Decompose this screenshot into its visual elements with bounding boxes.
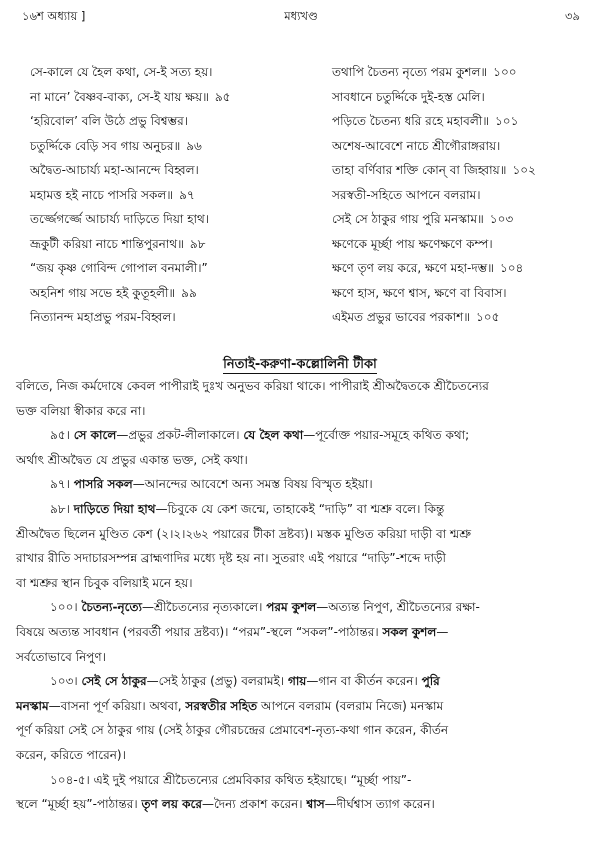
commentary-text: —দীর্ঘশ্বাস ত্যাগ করেন। — [324, 797, 435, 812]
commentary-line — [16, 571, 582, 596]
commentary-text: ১০৪-৫। এই দুই পয়ারে শ্রীচৈতন্যের প্রেমবিকার কথিত হইয়াছে। “মূর্চ্ছা পায়”- — [50, 772, 412, 787]
commentary-text: বলিতে, নিজ কর্মদোষে কেবল পাপীরাই দুঃখ অনুভব করিয়া থাকে। পাপীরাই শ্রীঅদ্বৈতকে শ্রীচৈতন্যের — [16, 379, 489, 393]
verse-text: সে-কালে যে হৈল কথা, সে-ই সত্য হয়। — [30, 65, 213, 79]
page-number: ৩৯ — [565, 9, 580, 23]
commentary-line — [16, 768, 582, 793]
commentary-text: ১০০। — [50, 600, 82, 615]
verse-text: চতুর্দ্দিকে বেড়ি সব গায় অনুচর॥ — [30, 138, 181, 153]
verse-number: ১০৪ — [499, 261, 524, 275]
verse-text: সেই সে ঠাকুর গায় পুরি মনস্কাম॥ — [332, 212, 484, 226]
commentary-text: রাখার রীতি সদাচারসম্পন্ন ব্রাহ্মণাদির মধ্যে দৃষ্ট হয় না। সুতরাং এই পয়ারে “দাড়ি”-শব্দে দাড়ী — [16, 551, 446, 566]
verse-text: ক্ষণে তৃণ লয় করে, ক্ষণে মহা-দম্ভ॥ — [332, 261, 494, 275]
verse-text: এইমত প্রভুর ভাবের পরকাশ॥ — [332, 310, 471, 324]
verse-number: ১০২ — [512, 163, 536, 177]
verse-text: তাহা বর্ণিবার শক্তি কোন্ বা জিহ্বায়॥ — [332, 163, 507, 177]
commentary-text: করেন, করিতে পারেন)। — [16, 747, 126, 762]
verse-line — [332, 60, 582, 85]
verse-line — [30, 183, 302, 208]
commentary-text: পূর্ণ করিয়া সেই সে ঠাকুর গায় (সেই ঠাকুর গৌরচন্দ্রের প্রেমাবেশ-নৃত্য-কথা গান করেন, কীর্তন — [16, 723, 449, 738]
verse-line — [30, 256, 302, 281]
commentary-line — [16, 472, 582, 497]
commentary-text: বা শ্মশ্রুর স্থান চিবুক বলিয়াই মনে হয়। — [16, 575, 193, 590]
commentary-text: ১০৩। — [50, 674, 82, 689]
commentary-text: — — [436, 624, 449, 639]
verse-line — [30, 207, 302, 232]
commentary-line — [16, 718, 582, 743]
commentary-keyword: সে কালে — [73, 428, 117, 443]
commentary-line — [16, 374, 582, 399]
verse-text: সরস্বতী-সহিতে আপনে বলরাম। — [332, 187, 481, 202]
commentary-text: বিষয়ে অত্যন্ত সাবধান (পরবর্তী পয়ার দ্রষ্টব্য)। “পরম”-স্থলে “সকল”-পাঠান্তর। — [16, 624, 383, 639]
verse-line — [332, 109, 582, 134]
commentary-text: আপনে বলরাম (বলরাম নিজে) মনস্কাম — [257, 698, 444, 713]
commentary-keyword: পাসরি সকল — [73, 477, 133, 492]
commentary-line — [16, 522, 582, 547]
verse-text: পড়িতে চৈতন্য ধরি রহে মহাবলী॥ — [332, 114, 489, 128]
commentary-line — [16, 694, 582, 719]
commentary-line — [16, 620, 582, 645]
verse-line — [332, 281, 582, 306]
verse-number: ১০০ — [493, 65, 517, 79]
commentary-line — [16, 546, 582, 571]
commentary-line — [16, 399, 582, 424]
commentary-text: —শ্রীচৈতন্যের নৃত্যকালে। — [141, 600, 267, 615]
commentary-line — [16, 669, 582, 694]
commentary-keyword: দাড়িতে দিয়া হাথ — [73, 501, 156, 516]
verse-number: ৯৫ — [214, 89, 231, 104]
commentary-keyword: মনস্কাম — [16, 698, 49, 713]
page-header — [22, 8, 580, 30]
verse-text: তথাপি চৈতন্য নৃত্যে পরম কুশল॥ — [332, 65, 488, 79]
verse-line — [332, 232, 582, 257]
verse-text: ক্ষণেকে মূর্চ্ছা পায় ক্ষণেক্ষণে কম্প। — [332, 236, 493, 251]
verse-text: না মানে’ বৈষ্ণব-বাক্য, সে-ই যায় ক্ষয়॥ — [30, 89, 209, 104]
verse-line — [30, 109, 302, 134]
verse-number: ১০১ — [494, 114, 519, 128]
verse-line — [332, 207, 582, 232]
commentary-text: শ্রীঅদ্বৈত ছিলেন মুণ্ডিত কেশ (২।২।২৬২ পয়ারের টীকা দ্রষ্টব্য)। মস্তক মুণ্ডিত করিয়া দাড়ী বা শ্মশ্রু — [16, 526, 472, 541]
verse-line — [30, 305, 302, 330]
commentary-title-text: নিতাই-করুণা-কল্লোলিনী টীকা — [223, 357, 377, 372]
commentary-line — [16, 497, 582, 522]
verse-number: ১০৫ — [476, 310, 500, 324]
commentary-keyword: পুরি — [421, 674, 440, 689]
verse-text: ক্ষণে হাস, ক্ষণে শ্বাস, ক্ষণে বা বিবাস। — [332, 285, 507, 300]
verse-line — [332, 256, 582, 281]
verse-text: সাবধানে চতুর্দ্দিকে দুই-হস্ত মেলি। — [332, 89, 485, 104]
verse-number: ১০৩ — [489, 212, 514, 226]
verse-line — [332, 134, 582, 159]
commentary-text: —আনন্দের আবেশে অন্য সমস্ত বিষয় বিস্মৃত হইয়া। — [132, 477, 373, 492]
commentary-keyword: সেই সে ঠাকুর — [81, 674, 147, 689]
verse-number: ৯৭ — [179, 187, 195, 202]
commentary-line — [16, 743, 582, 768]
verse-column-right — [332, 60, 582, 330]
verse-text: মহামত্ত হই নাচে পাসরি সকল॥ — [30, 187, 174, 202]
verse-line — [332, 158, 582, 183]
commentary-keyword: সরস্বতীর সহিত — [185, 698, 258, 713]
chapter-label: ১৬শ অধ্যায় ] — [22, 9, 86, 23]
commentary-text: স্থলে “মূর্চ্ছা হয়”-পাঠান্তর। — [16, 797, 142, 812]
verse-number: ৯৯ — [181, 285, 197, 300]
verse-line — [30, 281, 302, 306]
verse-line — [332, 305, 582, 330]
verse-line — [30, 60, 302, 85]
commentary-keyword: পরম কুশল — [266, 600, 317, 615]
commentary-body — [16, 374, 582, 817]
commentary-line — [16, 645, 582, 670]
verse-line — [30, 158, 302, 183]
commentary-keyword: সকল কুশল — [382, 624, 437, 639]
commentary-line — [16, 448, 582, 473]
verse-line — [30, 134, 302, 159]
commentary-text: অর্থাৎ শ্রীঅদ্বৈত যে প্রভুর একান্ত ভক্ত, সেই কথা। — [16, 452, 248, 467]
verse-line — [332, 85, 582, 110]
verse-line — [30, 85, 302, 110]
commentary-text: —দৈন্য প্রকাশ করেন। — [201, 797, 307, 812]
commentary-text: —সেই ঠাকুর (প্রভু) বলরামই। — [146, 674, 288, 689]
commentary-text: সর্বতোভাবে নিপুণ। — [16, 649, 106, 664]
commentary-text: ৯৮। — [50, 501, 74, 516]
commentary-line — [16, 792, 582, 817]
verse-text: ভ্রূকুটী করিয়া নাচে শান্তিপুরনাথ॥ — [30, 236, 184, 251]
part-title: মধ্যখণ্ড — [284, 9, 318, 23]
commentary-text: —পূর্বোক্ত পয়ার-সমূহে কথিত কথা; — [303, 428, 470, 443]
commentary-keyword: গায় — [287, 674, 307, 689]
verse-text: অদ্বৈত-আচার্য্য মহা-আনন্দে বিহ্বল। — [30, 163, 199, 177]
verse-number: ৯৬ — [186, 138, 202, 153]
verse-line — [332, 183, 582, 208]
verse-text: ‘হরিবোল’ বলি উঠে প্রভু বিশ্বম্ভর। — [30, 114, 189, 128]
commentary-text: ৯৭। — [50, 477, 74, 492]
commentary-line — [16, 423, 582, 448]
verse-number: ৯৮ — [189, 236, 206, 251]
commentary-keyword: শ্বাস — [306, 797, 325, 812]
verse-line — [30, 232, 302, 257]
verse-text: নিত্যানন্দ মহাপ্রভু পরম-বিহ্বল। — [30, 310, 176, 324]
commentary-line — [16, 595, 582, 620]
commentary-text: —অত্যন্ত নিপুণ, শ্রীচৈতন্যের রক্ষা- — [316, 600, 480, 615]
commentary-keyword: যে হৈল কথা — [243, 428, 304, 443]
commentary-text: —বাসনা পূর্ণ করিয়া। অথবা, — [48, 698, 186, 713]
verse-text: “জয় কৃষ্ণ গোবিন্দ গোপাল বনমালী।” — [30, 261, 208, 275]
commentary-title — [0, 355, 600, 376]
verse-text: অহনিশ গায় সভে হই কুতূহলী॥ — [30, 285, 176, 300]
verse-column-left — [30, 60, 302, 330]
verse-text: তর্জ্জেগর্জ্জে আচার্য্য দাড়িতে দিয়া হাথ। — [30, 212, 210, 226]
commentary-text: —প্রভুর প্রকট-লীলাকালে। — [116, 428, 244, 443]
commentary-keyword: চৈতন্য-নৃত্যে — [81, 600, 142, 615]
commentary-text: —গান বা কীর্তন করেন। — [306, 674, 422, 689]
commentary-text: —চিবুকে যে কেশ জন্মে, তাহাকেই “দাড়ি” বা শ্মশ্রু বলে। কিন্তু — [155, 501, 445, 516]
verse-text: অশেষ-আবেশে নাচে শ্রীগৌরাঙ্গরায়। — [332, 138, 501, 153]
commentary-text: ভক্ত বলিয়া স্বীকার করে না। — [16, 403, 146, 418]
commentary-keyword: তৃণ লয় করে — [141, 797, 202, 812]
commentary-text: ৯৫। — [50, 428, 74, 443]
